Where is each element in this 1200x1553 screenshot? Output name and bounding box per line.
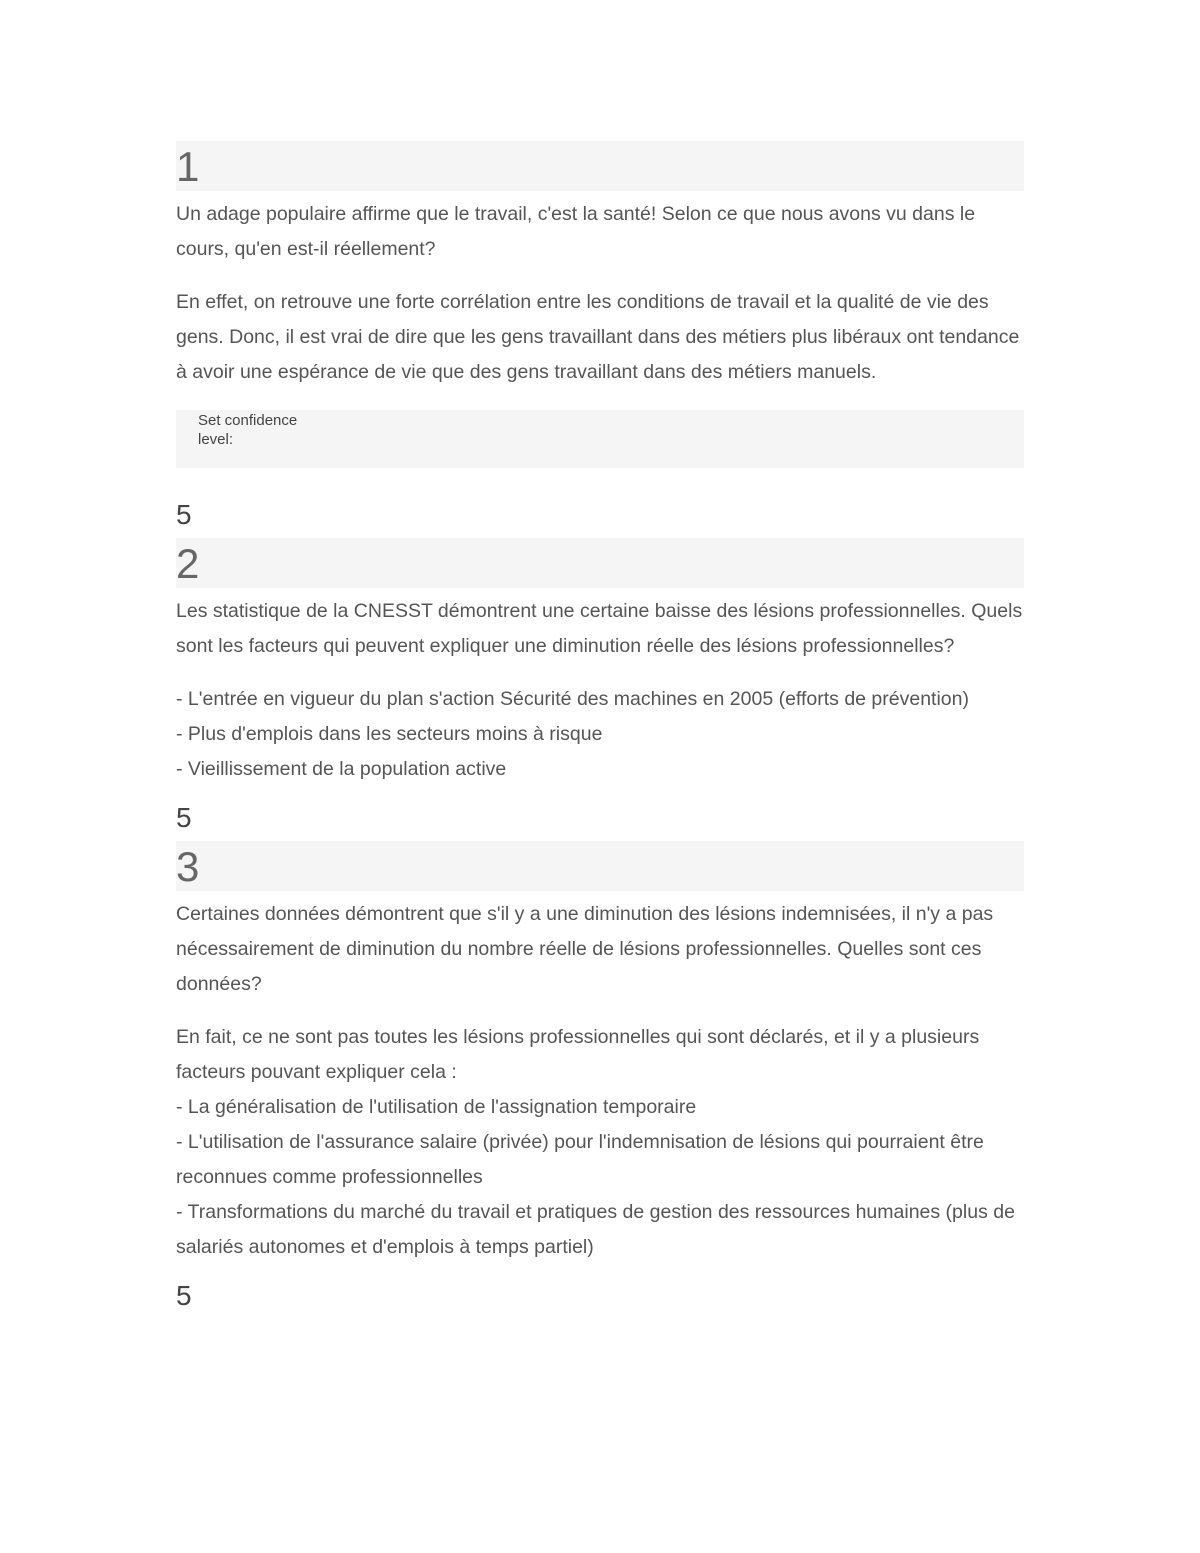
question-number-bar (176, 538, 1024, 588)
question-text: Certaines données démontrent que s'il y a une diminution des lésions indemnisées, il n'y a pas nécessairement de diminution du nombre réelle de lésions professionnelles. Quelles sont ces données? (176, 903, 994, 995)
question-block-2 (176, 538, 1024, 841)
score-value: 5 (176, 499, 192, 530)
answer-text (176, 682, 1024, 787)
answer-line: - L'entrée en vigueur du plan s'action Sécurité des machines en 2005 (efforts de prévention) (176, 688, 969, 710)
question-text: Un adage populaire affirme que le travail, c'est la santé! Selon ce que nous avons vu dans le cours, qu'en est-il réellement? (176, 203, 976, 260)
confidence-level-label: Set confidence level: (198, 412, 298, 448)
answer-line: - Transformations du marché du travail et pratiques de gestion des ressources humaines (plus de salariés autonomes et d'emplois à temps partiel) (176, 1201, 1015, 1258)
answer-line: - Vieillissement de la population active (176, 758, 507, 780)
score-value: 5 (176, 1280, 192, 1311)
question-number-bar (176, 141, 1024, 191)
question-number: 1 (176, 143, 200, 190)
answer-text (176, 285, 1024, 390)
answer-line: - L'utilisation de l'assurance salaire (privée) pour l'indemnisation de lésions qui pourraient être reconnues comme professionnelles (176, 1131, 984, 1188)
question-number: 2 (176, 540, 200, 587)
question-block-1 (176, 141, 1024, 538)
answer-line: En fait, ce ne sont pas toutes les lésions professionnelles qui sont déclarés, et il y a plusieurs facteurs pouvant expliquer cela : (176, 1026, 980, 1083)
question-number: 3 (176, 843, 200, 890)
question-text: Les statistique de la CNESST démontrent une certaine baisse des lésions professionnelles. Quels sont les facteurs qui peuvent expliquer une diminution réelle des lésions professionnelles? (176, 600, 1023, 657)
answer-line: - La généralisation de l'utilisation de l'assignation temporaire (176, 1096, 697, 1118)
confidence-level-box[interactable] (176, 410, 1024, 468)
document-page (176, 141, 1024, 1319)
score-value: 5 (176, 802, 192, 833)
answer-line: En effet, on retrouve une forte corrélation entre les conditions de travail et la qualité de vie des gens. Donc, il est vrai de dire que les gens travaillant dans des métiers plus libéraux ont tendance à avoir une espérance de vie que des gens travaillant dans des métiers manuels. (176, 291, 1020, 383)
answer-line: - Plus d'emplois dans les secteurs moins à risque (176, 723, 603, 745)
question-number-bar (176, 841, 1024, 891)
answer-text (176, 1020, 1024, 1265)
question-block-3 (176, 841, 1024, 1319)
